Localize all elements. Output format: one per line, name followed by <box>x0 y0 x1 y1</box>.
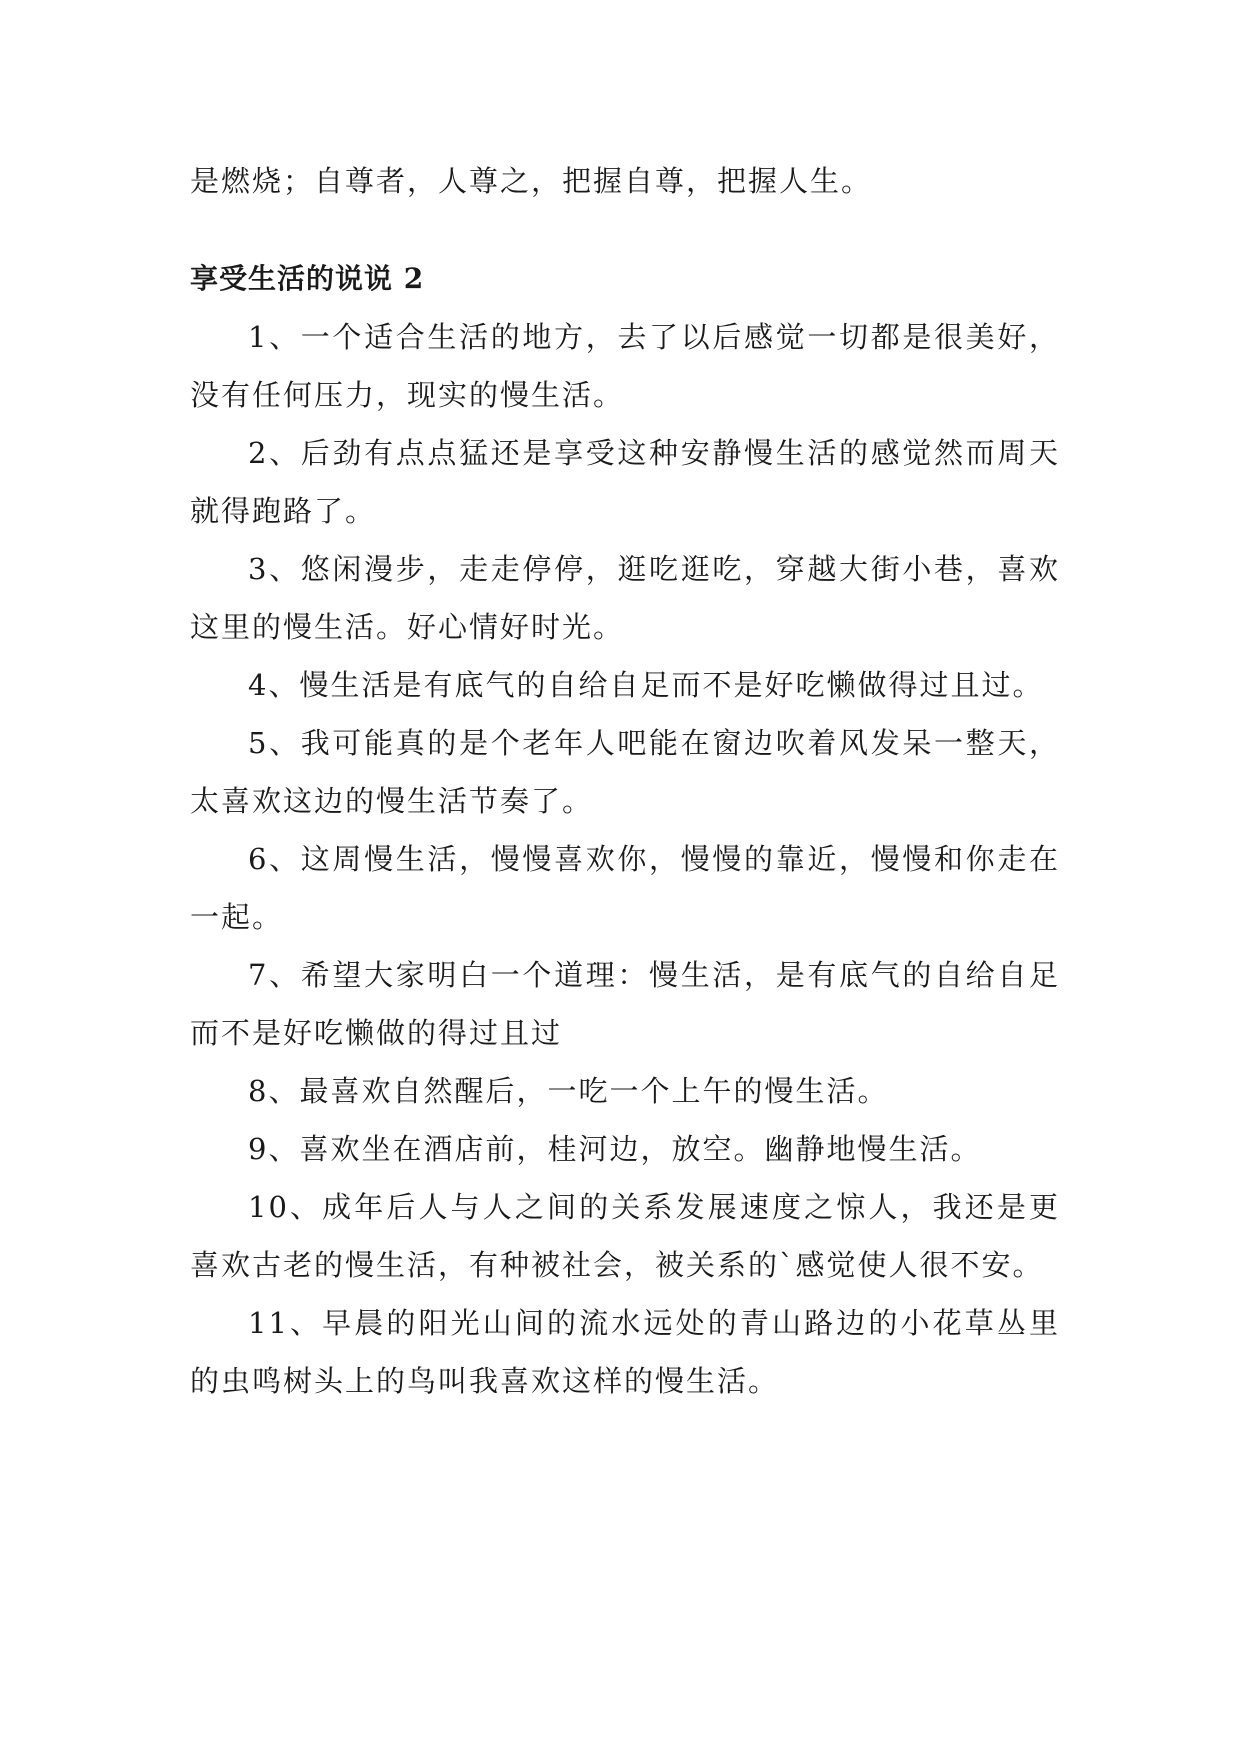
list-item: 1、一个适合生活的地方，去了以后感觉一切都是很美好，没有任何压力，现实的慢生活。 <box>190 320 1060 412</box>
list-item: 11、早晨的阳光山间的流水远处的青山路边的小花草丛里的虫鸣树头上的鸟叫我喜欢这样的慢生活。 <box>190 1306 1060 1398</box>
list-item: 7、希望大家明白一个道理：慢生活，是有底气的自给自足而不是好吃懒做的得过且过 <box>190 958 1060 1050</box>
list-item: 2、后劲有点点猛还是享受这种安静慢生活的感觉然而周天就得跑路了。 <box>190 436 1060 528</box>
list-item: 3、悠闲漫步，走走停停，逛吃逛吃，穿越大街小巷，喜欢这里的慢生活。好心情好时光。 <box>190 552 1060 644</box>
document-page <box>190 152 1060 1410</box>
list-item: 6、这周慢生活，慢慢喜欢你，慢慢的靠近，慢慢和你走在一起。 <box>190 842 1060 934</box>
list-item: 8、最喜欢自然醒后，一吃一个上午的慢生活。 <box>248 1074 889 1108</box>
list-item: 10、成年后人与人之间的关系发展速度之惊人，我还是更喜欢古老的慢生活，有种被社会，被关系的`感觉使人很不安。 <box>190 1190 1060 1282</box>
list-item: 9、喜欢坐在酒店前，桂河边，放空。幽静地慢生活。 <box>248 1132 982 1166</box>
list-item: 4、慢生活是有底气的自给自足而不是好吃懒做得过且过。 <box>248 668 1044 702</box>
section-title: 享受生活的说说 2 <box>190 262 425 295</box>
list-item: 5、我可能真的是个老年人吧能在窗边吹着风发呆一整天，太喜欢这边的慢生活节奏了。 <box>190 726 1060 818</box>
intro-paragraph-tail: 是燃烧；自尊者，人尊之，把握自尊，把握人生。 <box>190 164 873 198</box>
